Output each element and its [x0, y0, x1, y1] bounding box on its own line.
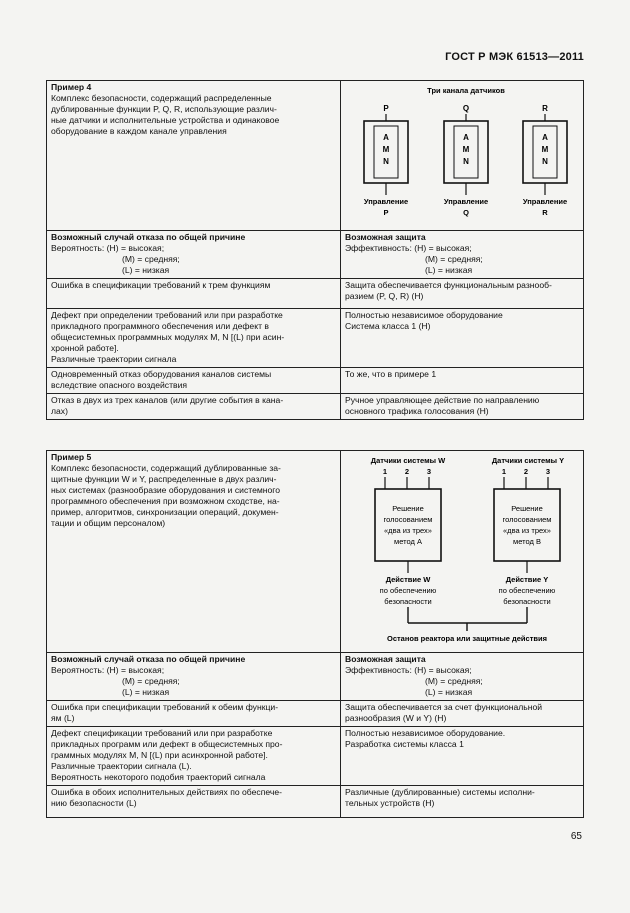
- example-4-table: [46, 80, 584, 420]
- example-4-desc-line: дублированные функции P, Q, R, использующие различ-: [51, 104, 277, 114]
- cell-text: прикладных программ или дефект в общесистемных про-: [51, 739, 283, 749]
- ex4-action-q: Управление: [443, 197, 489, 206]
- cell-text: граммных модулях M, N [(L) при асинхронной работе].: [51, 750, 268, 760]
- cell-text: Полностью независимое оборудование: [345, 310, 503, 320]
- cell-text: ям (L): [51, 713, 75, 723]
- cell-text: То же, что в примере 1: [345, 369, 437, 379]
- ex5-sensors-y-label: Датчики системы Y: [491, 456, 565, 465]
- ex5-pin-y-3: 3: [545, 467, 551, 476]
- cell-text: прикладного программного обеспечения или дефект в: [51, 321, 269, 331]
- cell-text: разнообразия (W и Y) (H): [345, 713, 447, 723]
- cell-text: нию безопасности (L): [51, 798, 137, 808]
- ex4-channel-label-r: R: [542, 104, 548, 113]
- ex5-action-y-line: по обеспечению: [498, 586, 556, 595]
- ex4-inner-n: N: [463, 157, 469, 166]
- efficiency-line: Эффективность: (H) = высокая;: [345, 243, 472, 253]
- ex5-box-w-line: голосованием: [383, 515, 433, 524]
- ex4-inner-a: A: [463, 133, 469, 142]
- ex4-action-sub-q: Q: [463, 208, 469, 217]
- cell-text: Различные траектории сигнала: [51, 354, 177, 364]
- ex5-action-y-line: безопасности: [503, 597, 551, 606]
- probability-line: (M) = средняя;: [122, 676, 180, 686]
- cell-text: Дефект спецификации требований или при разработке: [51, 728, 273, 738]
- example-4-desc-line: ные датчики и исполнительные устройства и одинаковое: [51, 115, 280, 125]
- example-5-description-cell: [47, 451, 341, 653]
- cell-text: Одновременный отказ оборудования каналов системы: [51, 369, 272, 379]
- ex4-action-r: Управление: [522, 197, 568, 206]
- ex5-pin-y-2: 2: [523, 467, 529, 476]
- ex5-box-y-line: голосованием: [502, 515, 552, 524]
- efficiency-line: (L) = низкая: [425, 265, 473, 275]
- cell-text: Ошибка при спецификации требований к обеим функци-: [51, 702, 279, 712]
- example-5-desc-line: тации и общим персоналом): [51, 518, 166, 528]
- cell-text: общесистемных программных модулях M, N [(L) при асин-: [51, 332, 285, 342]
- ex5-action-w-line: по обеспечению: [379, 586, 437, 595]
- table-row: [47, 279, 584, 309]
- example-4-diagram-cell: [341, 81, 584, 231]
- table-row: [47, 231, 584, 279]
- example-5-desc-line: щитные функции W и Y, распределенные в двух различ-: [51, 474, 277, 484]
- ex4-inner-m: M: [462, 145, 470, 154]
- ex5-box-w-line: «два из трех»: [384, 526, 432, 535]
- probability-line: (M) = средняя;: [122, 254, 180, 264]
- ex4-inner-a: A: [383, 133, 389, 142]
- ex4-inner-a: A: [542, 133, 548, 142]
- cell-text: Ошибка в спецификации требований к трем функциям: [51, 280, 271, 290]
- ex4-action-sub-r: R: [542, 208, 548, 217]
- cell-text: тельных устройств (H): [345, 798, 435, 808]
- cell-text: Различные (дублированные) системы исполни-: [345, 787, 535, 797]
- protection-heading: Возможная защита: [345, 654, 426, 664]
- example-5-desc-line: пример, алгоритмов, синхронизации операций, докумен-: [51, 507, 279, 517]
- ex5-bottom-label: Останов реактора или защитные действия: [387, 634, 547, 643]
- table-row: [47, 653, 584, 701]
- ex5-pin-w-1: 1: [382, 467, 388, 476]
- example-5-diagram-cell: [341, 451, 584, 653]
- page-number: 65: [570, 831, 582, 842]
- cell-text: Защита обеспечивается функциональным разнооб-: [345, 280, 552, 290]
- example-4-desc-line: Комплекс безопасности, содержащий распределенные: [51, 93, 272, 103]
- example-5-desc-line: программного обеспечения при возможном сходстве, на-: [51, 496, 280, 506]
- cell-text: Дефект при определении требований или при разработке: [51, 310, 283, 320]
- table-row: [47, 309, 584, 368]
- table-row: [47, 368, 584, 394]
- example-4-title: Пример 4: [51, 82, 92, 92]
- probability-line: (L) = низкая: [122, 687, 170, 697]
- ex5-action-w-line: безопасности: [384, 597, 432, 606]
- ex5-box-w-line: метод A: [394, 537, 422, 546]
- example-5-diagram: [341, 451, 592, 649]
- table-row: [47, 394, 584, 420]
- ex5-pin-w-3: 3: [426, 467, 432, 476]
- ex5-box-y-line: метод B: [513, 537, 541, 546]
- ccf-heading: Возможный случай отказа по общей причине: [51, 232, 246, 242]
- efficiency-line: (L) = низкая: [425, 687, 473, 697]
- ex4-channel-label-p: P: [383, 104, 389, 113]
- probability-line: (L) = низкая: [122, 265, 170, 275]
- example-4-diagram: [341, 81, 592, 227]
- probability-line: Вероятность: (H) = высокая;: [51, 243, 165, 253]
- ex5-pin-w-2: 2: [404, 467, 410, 476]
- cell-text: Ошибка в обоих исполнительных действиях по обеспече-: [51, 787, 282, 797]
- ex5-box-y: [494, 489, 560, 561]
- document-header: ГОСТ Р МЭК 61513—2011: [445, 51, 584, 63]
- protection-heading: Возможная защита: [345, 232, 426, 242]
- table-row: [47, 727, 584, 786]
- table-row: [47, 786, 584, 818]
- table-row: [47, 701, 584, 727]
- ccf-heading: Возможный случай отказа по общей причине: [51, 654, 246, 664]
- ex5-box-w-line: Решение: [392, 504, 424, 513]
- example-4-description-cell: [47, 81, 341, 231]
- ex5-box-y-line: Решение: [511, 504, 543, 513]
- cell-text: разием (P, Q, R) (H): [345, 291, 424, 301]
- ex4-inner-n: N: [383, 157, 389, 166]
- example-5-desc-line: Комплекс безопасности, содержащий дублированные за-: [51, 463, 281, 473]
- cell-text: Отказ в двух из трех каналов (или другие события в кана-: [51, 395, 284, 405]
- cell-text: хронной работе].: [51, 343, 119, 353]
- ex5-pin-y-1: 1: [501, 467, 507, 476]
- efficiency-line: Эффективность: (H) = высокая;: [345, 665, 472, 675]
- ex5-sensors-w-label: Датчики системы W: [370, 456, 446, 465]
- cell-text: вследствие опасного воздействия: [51, 380, 188, 390]
- ex4-inner-m: M: [382, 145, 390, 154]
- example-4-desc-line: оборудование в каждом канале управления: [51, 126, 227, 136]
- cell-text: Защита обеспечивается за счет функциональной: [345, 702, 543, 712]
- ex5-action-w-line: Действие W: [385, 575, 431, 584]
- efficiency-line: (M) = средняя;: [425, 254, 483, 264]
- example-5-desc-line: ных системах (разнообразие оборудования и системного: [51, 485, 281, 495]
- ex5-action-y-line: Действие Y: [505, 575, 549, 584]
- cell-text: Разработка системы класса 1: [345, 739, 464, 749]
- cell-text: Система класса 1 (H): [345, 321, 431, 331]
- ex4-action-p: Управление: [363, 197, 409, 206]
- ex4-action-sub-p: P: [383, 208, 389, 217]
- ex4-inner-m: M: [541, 145, 549, 154]
- example-5-table: [46, 450, 584, 818]
- ex5-box-w: [375, 489, 441, 561]
- efficiency-line: (M) = средняя;: [425, 676, 483, 686]
- ex4-diagram-title: Три канала датчиков: [427, 86, 505, 95]
- cell-text: основного трафика голосования (H): [345, 406, 489, 416]
- cell-text: Различные траектории сигнала (L).: [51, 761, 192, 771]
- cell-text: Ручное управляющее действие по направлению: [345, 395, 540, 405]
- example-5-title: Пример 5: [51, 452, 92, 462]
- ex4-inner-n: N: [542, 157, 548, 166]
- ex4-channel-label-q: Q: [462, 104, 470, 113]
- cell-text: лах): [51, 406, 68, 416]
- cell-text: Полностью независимое оборудование.: [345, 728, 506, 738]
- probability-line: Вероятность: (H) = высокая;: [51, 665, 165, 675]
- cell-text: Вероятность некоторого подобия траекторий сигнала: [51, 772, 266, 782]
- ex5-box-y-line: «два из трех»: [503, 526, 551, 535]
